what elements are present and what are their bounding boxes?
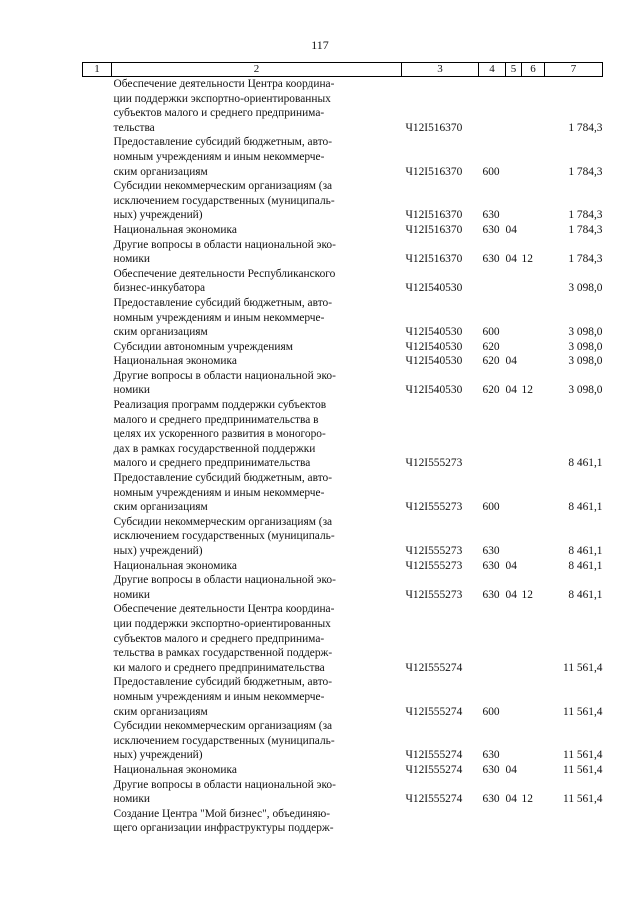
sum-cell: 3 098,0 [568, 355, 603, 368]
vr-cell: 630 [482, 763, 500, 776]
code-cell: Ч12I516370 [405, 165, 463, 178]
item-name-line: малого и среднего предпринимательства [113, 457, 311, 470]
table-row [83, 778, 603, 807]
row-number-cell [83, 573, 112, 602]
pr-cell: 12 [521, 384, 533, 397]
rz-cell: 04 [505, 384, 517, 397]
pr-cell [522, 719, 545, 763]
vr-cell [479, 602, 506, 675]
sum-cell: 3 098,0 [568, 340, 603, 353]
code-cell: Ч12I555274 [405, 749, 463, 762]
table-row [83, 763, 603, 778]
item-name-line: ных) учреждений) [113, 545, 203, 557]
item-name-line: ским организациям [113, 326, 208, 339]
row-number-cell [83, 515, 112, 559]
row-number-cell [83, 135, 112, 179]
item-name-cell [112, 77, 402, 136]
table-row [83, 807, 603, 836]
row-number-cell [83, 296, 112, 340]
sum-cell: 8 461,1 [568, 559, 603, 572]
item-name-line: Создание Центра "Мой бизнес", объединяю- [113, 807, 331, 820]
item-name-cell [112, 135, 402, 179]
rz-cell [506, 515, 522, 559]
row-number-cell [83, 807, 112, 836]
rz-cell: 04 [505, 559, 517, 572]
rz-cell [506, 296, 522, 340]
pr-cell [522, 763, 545, 778]
item-name-line: Обеспечение деятельности Центра координа- [113, 603, 335, 616]
table-row [83, 398, 603, 471]
code-cell: Ч12I555273 [405, 457, 463, 470]
item-name-line: тельства в рамках государственной поддерж- [113, 647, 333, 660]
item-name-cell [112, 267, 402, 296]
item-name-cell [112, 296, 402, 340]
sum-cell: 11 561,4 [563, 763, 603, 776]
item-name-line: субъектов малого и среднего предпринима- [113, 107, 325, 120]
item-name-cell [112, 471, 402, 515]
rz-cell [506, 471, 522, 515]
rz-cell [506, 179, 522, 223]
rz-cell: 04 [505, 355, 517, 368]
row-number-cell [83, 77, 112, 136]
rz-cell [506, 719, 522, 763]
item-name-line: бизнес-инкубатора [113, 282, 206, 295]
pr-cell [522, 223, 545, 238]
pr-cell [522, 515, 545, 559]
rz-cell [506, 398, 522, 471]
row-number-cell [83, 602, 112, 675]
table-row [83, 267, 603, 296]
sum-cell: 8 461,1 [568, 545, 603, 557]
item-name-cell [112, 223, 402, 238]
vr-cell: 600 [482, 326, 500, 339]
sum-cell: 1 784,3 [568, 165, 603, 178]
table-header [83, 63, 603, 77]
pr-cell: 12 [521, 588, 533, 601]
vr-cell: 600 [482, 501, 500, 514]
item-name-line: номным учреждениям и иным некоммерче- [113, 311, 325, 324]
column-header-1: 1 [83, 63, 112, 77]
sum-cell: 11 561,4 [563, 705, 603, 718]
item-name-line: ским организациям [113, 705, 208, 718]
item-name-cell [112, 340, 402, 355]
row-number-cell [83, 778, 112, 807]
sum-cell: 1 784,3 [568, 209, 603, 222]
item-name-line: Предоставление субсидий бюджетным, авто- [113, 296, 333, 309]
column-header-3: 3 [402, 63, 479, 77]
item-name-line: малого и среднего предпринимательства в [113, 413, 319, 426]
item-name-line: Обеспечение деятельности Республиканского [113, 267, 336, 280]
column-header-4: 4 [479, 63, 506, 77]
item-name-line: ским организациям [113, 501, 208, 514]
header-row [83, 63, 603, 77]
pr-cell [522, 340, 545, 355]
vr-cell: 600 [482, 165, 500, 178]
item-name-line: ки малого и среднего предпринимательства [113, 661, 325, 674]
item-name-line: Другие вопросы в области национальной эко- [113, 369, 336, 382]
sum-cell: 8 461,1 [568, 501, 603, 514]
pr-cell [522, 267, 545, 296]
item-name-cell [112, 398, 402, 471]
rz-cell [506, 340, 522, 355]
pr-cell [522, 296, 545, 340]
row-number-cell [83, 559, 112, 574]
item-name-cell [112, 354, 402, 369]
vr-cell: 630 [482, 793, 500, 806]
row-number-cell [83, 223, 112, 238]
code-cell: Ч12I555274 [405, 793, 463, 806]
pr-cell [522, 559, 545, 574]
pr-cell [522, 135, 545, 179]
code-cell: Ч12I540530 [405, 384, 463, 397]
item-name-line: Субсидии некоммерческим организациям (за [113, 515, 333, 528]
vr-cell: 620 [482, 340, 500, 353]
table-row [83, 573, 603, 602]
sum-cell: 3 098,0 [568, 326, 603, 339]
item-name-line: номным учреждениям и иным некоммерче- [113, 150, 325, 163]
table-row [83, 77, 603, 136]
table-row [83, 296, 603, 340]
item-name-line: субъектов малого и среднего предпринима- [113, 632, 325, 645]
item-name-line: номным учреждениям и иным некоммерче- [113, 690, 325, 703]
sum-cell: 11 561,4 [563, 749, 603, 762]
sum-cell: 3 098,0 [568, 282, 603, 295]
sum-cell: 1 784,3 [568, 253, 603, 266]
rz-cell: 04 [505, 223, 517, 236]
sum-cell: 3 098,0 [568, 384, 603, 397]
item-name-line: номики [113, 253, 151, 266]
rz-cell: 04 [505, 253, 517, 266]
row-number-cell [83, 675, 112, 719]
pr-cell: 12 [521, 793, 533, 806]
table-row [83, 515, 603, 559]
item-name-cell [112, 719, 402, 763]
row-number-cell [83, 179, 112, 223]
code-cell: Ч12I516370 [405, 223, 463, 236]
item-name-line: Другие вопросы в области национальной эко- [113, 238, 336, 251]
item-name-cell [112, 369, 402, 398]
item-name-line: целях их ускоренного развития в моногоро- [113, 428, 326, 441]
vr-cell: 600 [482, 705, 500, 718]
item-name-line: исключением государственных (муниципаль- [113, 530, 335, 543]
table-body [83, 77, 603, 836]
rz-cell: 04 [505, 793, 517, 806]
item-name-line: Национальная экономика [113, 559, 237, 572]
row-number-cell [83, 267, 112, 296]
item-name-line: исключением государственных (муниципаль- [113, 734, 335, 747]
table-row [83, 354, 603, 369]
code-cell [402, 807, 479, 836]
code-cell: Ч12I555273 [405, 545, 463, 557]
item-name-line: номным учреждениям и иным некоммерче- [113, 486, 325, 499]
row-number-cell [83, 340, 112, 355]
row-number-cell [83, 719, 112, 763]
table-row [83, 471, 603, 515]
row-number-cell [83, 238, 112, 267]
vr-cell: 630 [482, 253, 500, 266]
table-row [83, 223, 603, 238]
item-name-cell [112, 573, 402, 602]
table-row [83, 369, 603, 398]
item-name-line: Субсидии некоммерческим организациям (за [113, 180, 333, 193]
vr-cell: 630 [482, 588, 500, 601]
row-number-cell [83, 398, 112, 471]
vr-cell: 620 [482, 355, 500, 368]
sum-cell: 8 461,1 [568, 588, 603, 601]
item-name-line: щего организации инфраструктуры поддерж- [113, 822, 334, 835]
vr-cell [479, 77, 506, 136]
item-name-line: Национальная экономика [113, 355, 237, 368]
code-cell: Ч12I540530 [405, 355, 463, 368]
pr-cell [522, 354, 545, 369]
rz-cell: 04 [505, 588, 517, 601]
table-row [83, 135, 603, 179]
vr-cell: 630 [482, 209, 500, 222]
column-header-6: 6 [522, 63, 545, 77]
item-name-line: Другие вопросы в области национальной эко- [113, 574, 336, 587]
item-name-line: Субсидии автономным учреждениям [113, 340, 293, 353]
vr-cell: 630 [482, 223, 500, 236]
table-row [83, 559, 603, 574]
table-row [83, 179, 603, 223]
item-name-line: Национальная экономика [113, 763, 237, 776]
table-row [83, 675, 603, 719]
pr-cell [522, 675, 545, 719]
sum-cell: 11 561,4 [563, 793, 603, 806]
item-name-line: Реализация программ поддержки субъектов [113, 399, 327, 412]
sum-cell: 8 461,1 [568, 457, 603, 470]
column-header-2: 2 [112, 63, 402, 77]
rz-cell [506, 267, 522, 296]
item-name-line: номики [113, 793, 151, 806]
table-row [83, 340, 603, 355]
pr-cell [522, 398, 545, 471]
item-name-cell [112, 238, 402, 267]
item-name-cell [112, 515, 402, 559]
item-name-line: Национальная экономика [113, 223, 237, 236]
pr-cell [522, 602, 545, 675]
item-name-line: Субсидии некоммерческим организациям (за [113, 720, 333, 733]
item-name-cell [112, 675, 402, 719]
vr-cell: 630 [482, 559, 500, 572]
vr-cell: 630 [482, 545, 500, 557]
rz-cell [506, 675, 522, 719]
item-name-line: ским организациям [113, 165, 208, 178]
column-header-5: 5 [506, 63, 522, 77]
item-name-line: Предоставление субсидий бюджетным, авто- [113, 136, 333, 149]
item-name-line: ции поддержки экспортно-ориентированных [113, 92, 331, 105]
item-name-line: номики [113, 588, 151, 601]
row-number-cell [83, 471, 112, 515]
item-name-line: тельства [113, 121, 155, 134]
vr-cell: 630 [482, 749, 500, 762]
table-row [83, 602, 603, 675]
item-name-line: ных) учреждений) [113, 749, 203, 762]
rz-cell [506, 135, 522, 179]
code-cell: Ч12I540530 [405, 282, 463, 295]
item-name-cell [112, 763, 402, 778]
vr-cell [479, 807, 506, 836]
item-name-cell [112, 778, 402, 807]
rz-cell [506, 602, 522, 675]
sum-cell: 1 784,3 [568, 223, 603, 236]
page-number: 117 [311, 38, 329, 52]
item-name-cell [112, 807, 402, 836]
sum-cell: 11 561,4 [563, 661, 603, 674]
table-row [83, 238, 603, 267]
row-number-cell [83, 369, 112, 398]
pr-cell [522, 471, 545, 515]
pr-cell [522, 179, 545, 223]
code-cell: Ч12I555274 [405, 763, 463, 776]
budget-table [82, 62, 603, 836]
code-cell: Ч12I516370 [405, 209, 463, 222]
item-name-line: Предоставление субсидий бюджетным, авто- [113, 676, 333, 689]
rz-cell [506, 807, 522, 836]
sum-cell [545, 807, 603, 836]
item-name-line: исключением государственных (муниципаль- [113, 194, 335, 207]
code-cell: Ч12I516370 [405, 121, 463, 134]
item-name-cell [112, 559, 402, 574]
code-cell: Ч12I555274 [405, 661, 463, 674]
pr-cell [522, 807, 545, 836]
row-number-cell [83, 763, 112, 778]
code-cell: Ч12I555273 [405, 559, 463, 572]
item-name-cell [112, 602, 402, 675]
rz-cell: 04 [505, 763, 517, 776]
item-name-line: номики [113, 384, 151, 397]
code-cell: Ч12I555273 [405, 588, 463, 601]
pr-cell: 12 [521, 253, 533, 266]
rz-cell [506, 77, 522, 136]
item-name-cell [112, 179, 402, 223]
code-cell: Ч12I540530 [405, 326, 463, 339]
item-name-line: ции поддержки экспортно-ориентированных [113, 617, 331, 630]
vr-cell [479, 267, 506, 296]
code-cell: Ч12I516370 [405, 253, 463, 266]
table-row [83, 719, 603, 763]
vr-cell [479, 398, 506, 471]
vr-cell: 620 [482, 384, 500, 397]
item-name-line: ных) учреждений) [113, 209, 203, 222]
item-name-line: Другие вопросы в области национальной эко- [113, 778, 336, 791]
row-number-cell [83, 354, 112, 369]
item-name-line: Обеспечение деятельности Центра координа- [113, 78, 335, 90]
code-cell: Ч12I540530 [405, 340, 463, 353]
item-name-line: Предоставление субсидий бюджетным, авто- [113, 472, 333, 485]
pr-cell [522, 77, 545, 136]
sum-cell: 1 784,3 [568, 121, 603, 134]
code-cell: Ч12I555273 [405, 501, 463, 514]
code-cell: Ч12I555274 [405, 705, 463, 718]
item-name-line: дах в рамках государственной поддержки [113, 442, 316, 455]
column-header-7: 7 [545, 63, 603, 77]
